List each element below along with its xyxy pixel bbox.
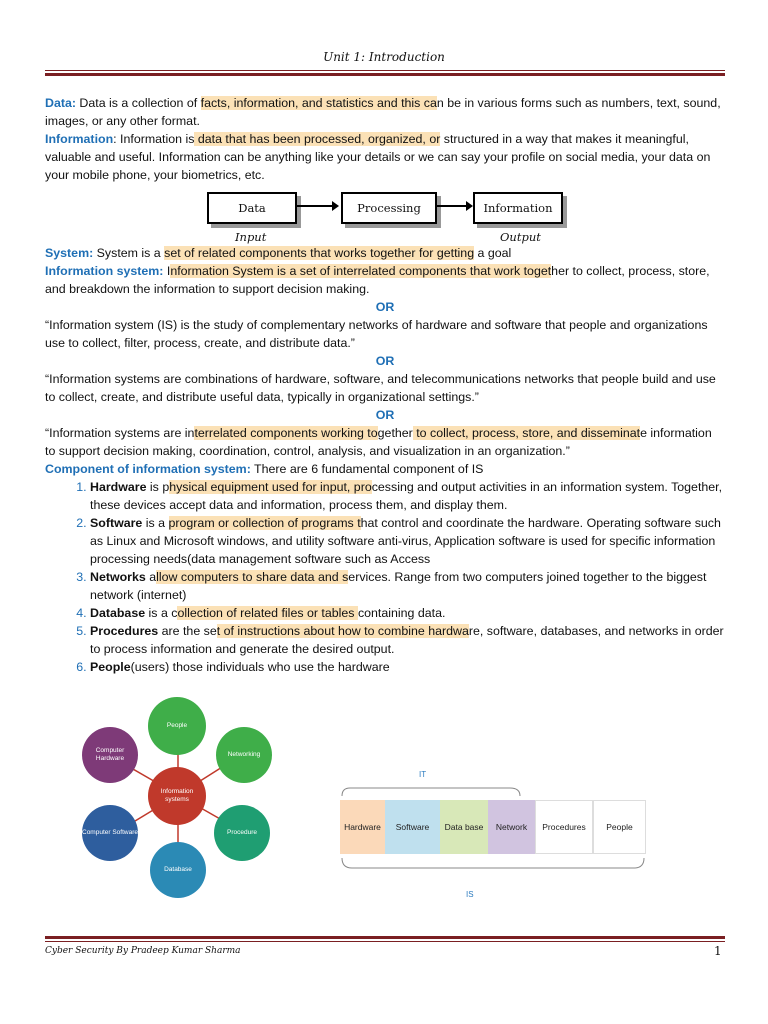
document-body xyxy=(45,94,725,676)
quote-3 xyxy=(45,424,725,460)
system-def-text-after: a goal xyxy=(474,246,512,260)
flow-box-processing: Processing xyxy=(341,192,437,224)
node-computer-hardware: Computer Hardware xyxy=(82,727,138,783)
list-item xyxy=(90,622,725,658)
quote-3-text: gether xyxy=(377,426,413,440)
components-intro: There are 6 fundamental component of IS xyxy=(250,462,484,476)
node-center-information-systems: Information systems xyxy=(148,767,206,825)
node-people: People xyxy=(148,697,206,755)
flow-arrow xyxy=(297,205,337,207)
data-term: Data: xyxy=(45,96,76,110)
component-name: People xyxy=(90,660,131,674)
component-text: are the se xyxy=(158,624,217,638)
flow-arrow xyxy=(437,205,471,207)
node-computer-software: Computer Software xyxy=(82,805,138,861)
page-number: 1 xyxy=(714,944,722,958)
component-name: Procedures xyxy=(90,624,159,638)
list-item xyxy=(90,568,725,604)
or-separator: OR xyxy=(375,354,395,368)
data-def-text-after: n be in various forms such as numbers, text, sound, images, or any other format. xyxy=(45,96,721,128)
it-label: IT xyxy=(419,770,427,779)
component-text: is p xyxy=(146,480,170,494)
component-text: cessing and output activities in an information system. Together, these devices accept data and information, process them, and display them. xyxy=(90,480,723,512)
quote-2: “Information systems are combinations of hardware, software, and telecommunications networks that people build and use to collect, create, and distribute useful data, typically in organizational settings.” xyxy=(45,372,716,404)
system-definition xyxy=(45,244,725,262)
system-def-text: System is a xyxy=(93,246,165,260)
infosys-def-text-after: her to collect, process, store, and breakdown the information to support decision making. xyxy=(45,264,710,296)
is-label: IS xyxy=(466,890,474,899)
list-item xyxy=(90,658,725,676)
information-term: Information xyxy=(45,132,114,146)
components-term: Component of information system: xyxy=(45,462,251,476)
component-name: Networks xyxy=(90,570,146,584)
component-text: is a xyxy=(142,516,169,530)
components-list xyxy=(45,478,725,676)
quote-3-text: “Information systems are in xyxy=(45,426,195,440)
data-processing-flow xyxy=(45,188,725,244)
information-system-definition xyxy=(45,262,725,298)
cell-procedures: Procedures xyxy=(535,800,593,854)
highlight: terrelated components working to xyxy=(194,426,378,440)
highlight: set of related components that works together for getting xyxy=(164,246,475,260)
highlight: to collect, process, store, and disseminat xyxy=(412,426,641,440)
footer-rule-thick xyxy=(45,936,725,939)
data-def-text: Data is a collection of xyxy=(75,96,201,110)
header-rule-thin xyxy=(45,70,725,71)
component-text: is a c xyxy=(145,606,178,620)
footer-author: Cyber Security By Pradeep Kumar Sharma xyxy=(45,946,241,956)
highlight: t of instructions about how to combine hardwa xyxy=(216,624,469,638)
component-name: Database xyxy=(90,606,146,620)
flow-box-information: Information xyxy=(473,192,563,224)
highlight: ollection of related files or tables xyxy=(177,606,358,620)
component-text: re, software, databases, and networks in order to process information and generate the desired output. xyxy=(90,624,724,656)
page-header-title: Unit 1: Introduction xyxy=(323,50,445,64)
component-text: (users) those individuals who use the hardware xyxy=(130,660,390,674)
it-is-diagram xyxy=(340,770,646,910)
info-def-colon: : Information is xyxy=(113,132,195,146)
highlight: nformation System is a set of interrelated components that work toget xyxy=(170,264,552,278)
node-networking: Networking xyxy=(216,727,272,783)
component-text: ervices. Range from two computers joined together to the biggest network (internet) xyxy=(90,570,707,602)
flow-box-data: Data xyxy=(207,192,297,224)
highlight: data that has been processed, organized, or xyxy=(194,132,441,146)
quote-1: “Information system (IS) is the study of complementary networks of hardware and software that people and organizations use to collect, filter, process, create, and distribute data.” xyxy=(45,318,708,350)
highlight: program or collection of programs t xyxy=(168,516,361,530)
flow-output-label: Output xyxy=(500,230,541,244)
component-text: a xyxy=(145,570,157,584)
cell-network: Network xyxy=(488,800,535,854)
data-definition xyxy=(45,94,725,130)
node-database: Database xyxy=(150,842,206,898)
cell-hardware: Hardware xyxy=(340,800,385,854)
information-systems-circle-diagram xyxy=(78,697,278,897)
infosys-def-text: I xyxy=(163,264,171,278)
cell-people: People xyxy=(593,800,646,854)
component-name: Software xyxy=(90,516,143,530)
information-definition xyxy=(45,130,725,184)
info-def-text-after: structured in a way that makes it meaningful, valuable and useful. Information can be anything like your details or we can say your profile on social media, your data on your mobile phone, your biometrics, etc. xyxy=(45,132,711,182)
or-separator: OR xyxy=(375,300,395,314)
highlight: hysical equipment used for input, pro xyxy=(169,480,372,494)
cell-database: Data base xyxy=(440,800,488,854)
list-item xyxy=(90,514,725,568)
information-system-term: Information system: xyxy=(45,264,164,278)
node-procedure: Procedure xyxy=(214,805,270,861)
components-heading xyxy=(45,460,725,478)
quote-3-text: e information to support decision making, coordination, control, analysis, and visualization in an organization.” xyxy=(45,426,712,458)
highlight: facts, information, and statistics and this ca xyxy=(200,96,437,110)
component-text: hat control and coordinate the hardware. Operating software such as Linux and Microsoft windows, and utility software anti-virus, Application software is used for specific information processing needs(data management software such as Access xyxy=(90,516,721,566)
system-term: System: xyxy=(45,246,94,260)
footer-rule-thin xyxy=(45,941,725,942)
flow-input-label: Input xyxy=(235,230,267,244)
list-item xyxy=(90,478,725,514)
or-separator: OR xyxy=(375,408,395,422)
highlight: llow computers to share data and s xyxy=(156,570,349,584)
header-rule-thick xyxy=(45,73,725,76)
component-text: containing data. xyxy=(357,606,446,620)
cell-software: Software xyxy=(385,800,440,854)
component-name: Hardware xyxy=(90,480,147,494)
list-item xyxy=(90,604,725,622)
